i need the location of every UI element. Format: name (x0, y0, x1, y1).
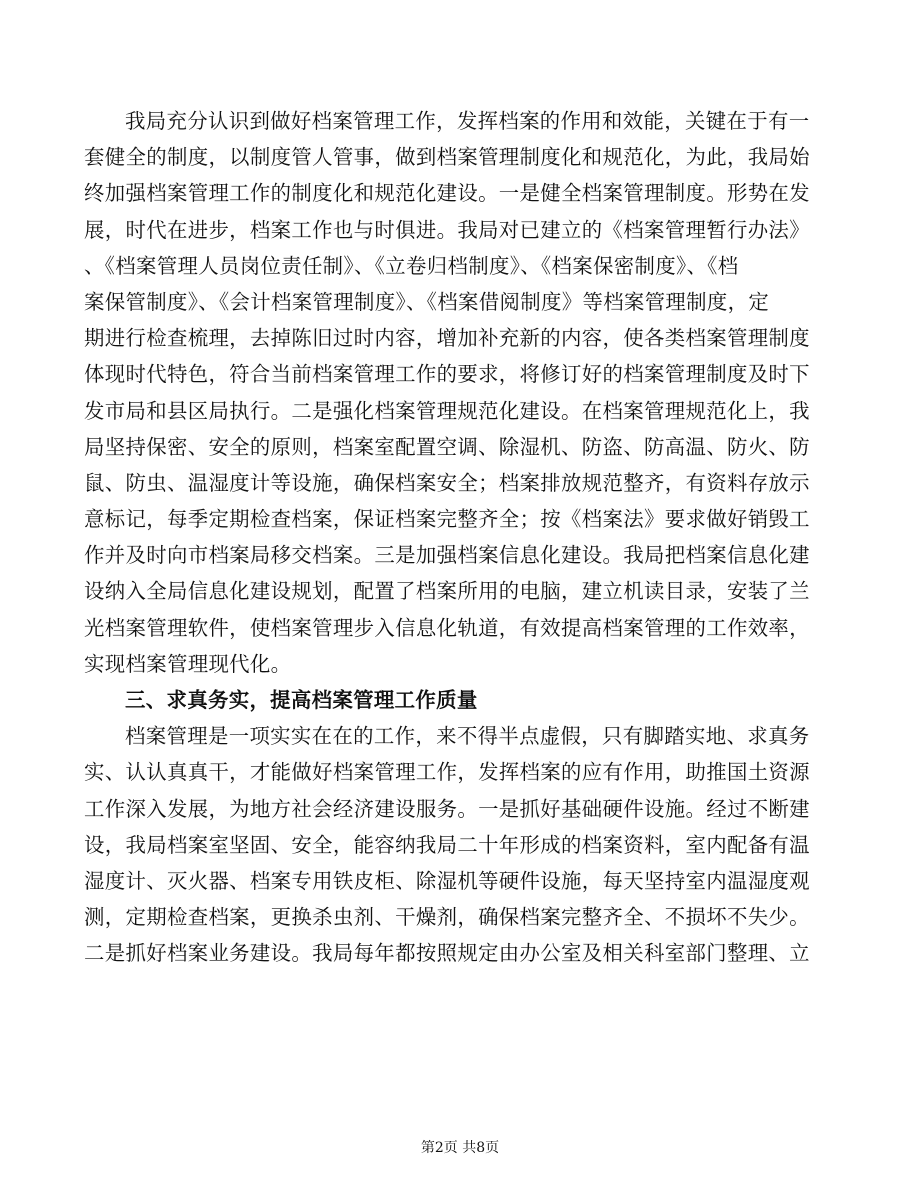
text-line: 测，定期检查档案，更换杀虫剂、干燥剂，确保档案完整齐全、不损坏不失少。 (84, 905, 810, 930)
text-line: 意标记，每季定期检查档案，保证档案完整齐全；按《档案法》要求做好销毁工 (84, 507, 810, 532)
text-line: 期进行检查梳理，去掉陈旧过时内容，增加补充新的内容，使各类档案管理制度 (84, 326, 810, 351)
text-line: 作并及时向市档案局移交档案。三是加强档案信息化建设。我局把档案信息化建 (84, 543, 810, 568)
text-line: 套健全的制度，以制度管人管事，做到档案管理制度化和规范化，为此，我局始 (84, 145, 810, 170)
section-heading: 三、求真务实，提高档案管理工作质量 (125, 688, 478, 712)
text-line: 终加强档案管理工作的制度化和规范化建设。一是健全档案管理制度。形势在发 (84, 181, 810, 206)
text-line: 设，我局档案室坚固、安全，能容纳我局二十年形成的档案资料，室内配备有温 (84, 832, 810, 857)
text-line: 档案管理是一项实实在在的工作，来不得半点虚假，只有脚踏实地、求真务 (125, 724, 810, 749)
page-number-footer: 第2页 共8页 (420, 1140, 500, 1156)
text-line: 案保管制度》、《会计档案管理制度》、《档案借阅制度》等档案管理制度，定 (84, 289, 770, 314)
text-line: 、《档案管理人员岗位责任制》、《立卷归档制度》、《档案保密制度》、《档 (84, 253, 739, 278)
text-line: 鼠、防虫、温湿度计等设施，确保档案安全；档案排放规范整齐，有资料存放示 (84, 470, 810, 495)
text-line: 实、认认真真干，才能做好档案管理工作，发挥档案的应有作用，助推国土资源 (84, 760, 810, 785)
text-line: 发市局和县区局执行。二是强化档案管理规范化建设。在档案管理规范化上，我 (84, 398, 810, 423)
text-line: 工作深入发展，为地方社会经济建设服务。一是抓好基础硬件设施。经过不断建 (84, 796, 810, 821)
text-line: 我局充分认识到做好档案管理工作，发挥档案的作用和效能，关键在于有一 (125, 109, 810, 133)
text-line: 设纳入全局信息化建设规划，配置了档案所用的电脑，建立机读目录，安装了兰 (84, 579, 810, 604)
text-line: 湿度计、灭火器、档案专用铁皮柜、除湿机等硬件设施，每天坚持室内温湿度观 (84, 868, 810, 893)
text-line: 二是抓好档案业务建设。我局每年都按照规定由办公室及相关科室部门整理、立 (84, 941, 810, 966)
text-line: 光档案管理软件，使档案管理步入信息化轨道，有效提高档案管理的工作效率， (84, 615, 810, 640)
document-body (84, 103, 822, 972)
text-line: 局坚持保密、安全的原则，档案室配置空调、除湿机、防盗、防高温、防火、防 (84, 434, 810, 459)
text-line: 体现时代特色，符合当前档案管理工作的要求，将修订好的档案管理制度及时下 (84, 362, 810, 387)
text-line: 展，时代在进步，档案工作也与时俱进。我局对已建立的《档案管理暂行办法》 (84, 217, 810, 242)
text-line: 实现档案管理现代化。 (84, 651, 292, 676)
